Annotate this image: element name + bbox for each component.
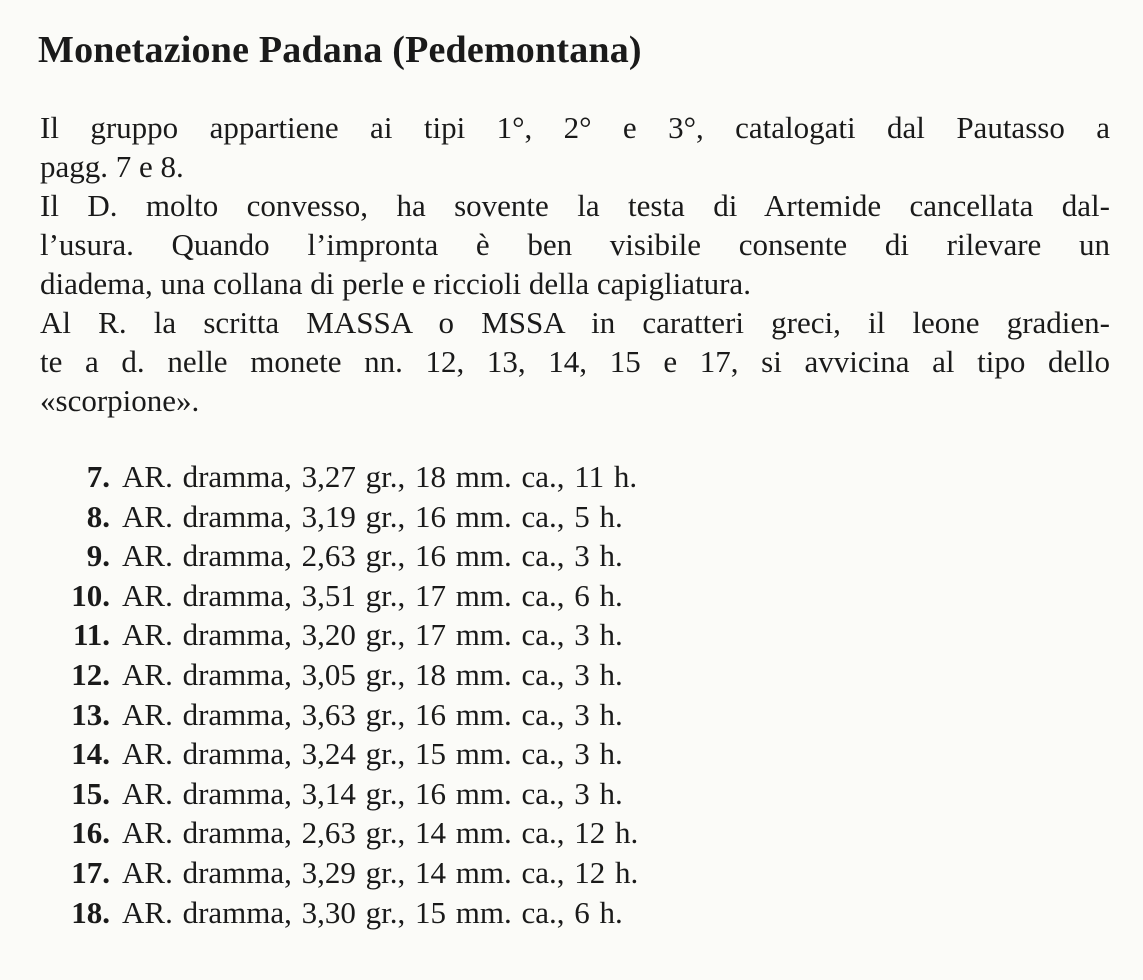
catalogue-entry	[40, 655, 940, 695]
catalogue-entry	[40, 615, 940, 655]
catalogue-entry	[40, 813, 940, 853]
entry-description: AR. dramma, 3,27 gr., 18 mm. ca., 11 h.	[122, 459, 638, 494]
catalogue-entry	[40, 497, 940, 537]
paragraph-line: l’usura. Quando l’impronta è ben visibile consente di rilevare un	[40, 227, 1110, 262]
entry-description: AR. dramma, 3,63 gr., 16 mm. ca., 3 h.	[122, 696, 623, 732]
entry-description: AR. dramma, 2,63 gr., 16 mm. ca., 3 h.	[122, 538, 623, 574]
catalogue-entry	[40, 893, 940, 933]
paragraph-line: diadema, una collana di perle e riccioli della capigliatura.	[40, 266, 751, 301]
entry-description: AR. dramma, 3,30 gr., 15 mm. ca., 6 h.	[122, 894, 623, 930]
entry-number: 10.	[71, 577, 110, 613]
entry-number: 8.	[86, 498, 110, 534]
paragraph-line: Il D. molto convesso, ha sovente la testa di Artemide cancellata dal-	[40, 188, 1110, 223]
paragraph-line: «scorpione».	[40, 383, 200, 418]
catalogue-entry	[40, 457, 940, 497]
entry-number: 9.	[86, 538, 110, 574]
entry-number: 15.	[71, 775, 110, 811]
coin-catalogue-list	[40, 457, 940, 932]
entry-number: 13.	[71, 696, 110, 732]
catalogue-entry	[40, 576, 940, 616]
entry-number: 14.	[71, 736, 110, 772]
paragraph-line: Il gruppo appartiene ai tipi 1°, 2° e 3°, catalogati dal Pautasso a	[40, 110, 1110, 145]
catalogue-entry	[40, 853, 940, 893]
entry-description: AR. dramma, 2,63 gr., 14 mm. ca., 12 h.	[122, 815, 639, 851]
catalogue-entry	[40, 536, 940, 576]
paragraph-line: Al R. la scritta MASSA o MSSA in caratteri greci, il leone gradien-	[40, 305, 1110, 340]
entry-number: 7.	[86, 459, 110, 494]
entry-number: 17.	[71, 854, 110, 890]
entry-description: AR. dramma, 3,14 gr., 16 mm. ca., 3 h.	[122, 775, 623, 811]
catalogue-entry	[40, 734, 940, 774]
entry-description: AR. dramma, 3,51 gr., 17 mm. ca., 6 h.	[122, 577, 623, 613]
entry-description: AR. dramma, 3,24 gr., 15 mm. ca., 3 h.	[122, 736, 623, 772]
entry-description: AR. dramma, 3,05 gr., 18 mm. ca., 3 h.	[122, 656, 623, 692]
paragraph-line: te a d. nelle monete nn. 12, 13, 14, 15 e 17, si avvicina al tipo dello	[40, 344, 1110, 379]
entry-number: 12.	[71, 656, 110, 692]
entry-number: 11.	[72, 617, 110, 653]
entry-number: 18.	[71, 894, 110, 930]
entry-description: AR. dramma, 3,19 gr., 16 mm. ca., 5 h.	[122, 498, 623, 534]
entry-number: 16.	[71, 815, 110, 851]
catalogue-entry	[40, 774, 940, 814]
intro-paragraph	[40, 108, 1110, 420]
catalogue-entry	[40, 695, 940, 735]
page-title: Monetazione Padana (Pedemontana)	[38, 29, 642, 71]
entry-description: AR. dramma, 3,20 gr., 17 mm. ca., 3 h.	[122, 617, 623, 653]
entry-description: AR. dramma, 3,29 gr., 14 mm. ca., 12 h.	[122, 854, 639, 890]
paragraph-line: pagg. 7 e 8.	[40, 149, 184, 184]
